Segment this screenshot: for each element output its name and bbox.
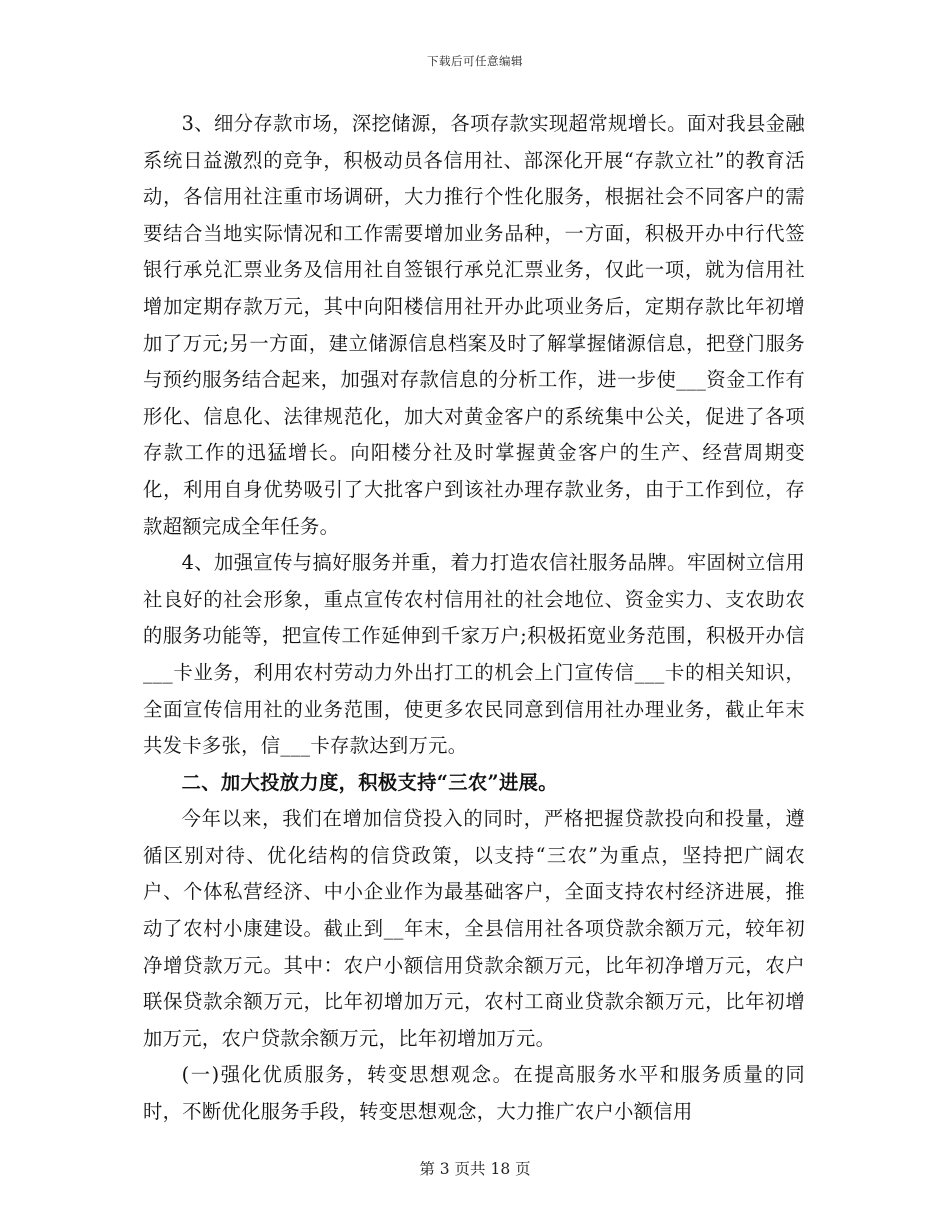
paragraph-credit-investment: 今年以来，我们在增加信贷投入的同时，严格把握贷款投向和投量，遵循区别对待、优化结构的信贷政策，以支持“三农”为重点，坚持把广阔农户、个体私营经济、中小企业作为最基础客户，全面支持农村经济进展，推动了农村小康建设。截止到__年末，全县信用社各项贷款余额万元，较年初净增贷款万元。其中：农户小额信用贷款余额万元，比年初净增万元，农户联保贷款余额万元，比年初增加万元，农村工商业贷款余额万元，比年初增加万元，农户贷款余额万元，比年初增加万元。 [143, 807, 805, 1050]
page-number-footer: 第 3 页共 18 页 [419, 1160, 531, 1178]
paragraph-publicity-service: 4、加强宣传与搞好服务并重，着力打造农信社服务品牌。牢固树立信用社良好的社会形象，重点宣传农村信用社的社会地位、资金实力、支农助农的服务功能等，把宣传工作延伸到千家万户;积极拓宽业务范围，积极开办信___卡业务，利用农村劳动力外出打工的机会上门宣传信___卡的相关知识，全面宣传信用社的业务范围，使更多农民同意到信用社办理业务，截止年末共发卡多张，信___卡存款达到万元。 [143, 551, 805, 758]
paragraph-deposit-market: 3、细分存款市场，深挖储源，各项存款实现超常规增长。面对我县金融系统日益激烈的竞争，积极动员各信用社、部深化开展“存款立社”的教育活动，各信用社注重市场调研，大力推行个性化服务，根据社会不同客户的需要结合当地实际情况和工作需要增加业务品种，一方面，积极开办中行代签银行承兑汇票业务及信用社自签银行承兑汇票业务，仅此一项，就为信用社增加定期存款万元，其中向阳楼信用社开办此项业务后，定期存款比年初增加了万元;另一方面，建立储源信息档案及时了解掌握储源信息，把登门服务与预约服务结合起来，加强对存款信息的分析工作，进一步使___资金工作有形化、信息化、法律规范化，加大对黄金客户的系统集中公关，促进了各项存款工作的迅猛增长。向阳楼分社及时掌握黄金客户的生产、经营周期变化，利用自身优势吸引了大批客户到该社办理存款业务，由于工作到位，存款超额完成全年任务。 [143, 112, 805, 538]
section-heading-lending: 二、加大投放力度，积极支持“三农”进展。 [181, 770, 558, 794]
document-body [143, 106, 805, 1131]
paragraph-quality-service: (一)强化优质服务，转变思想观念。在提高服务水平和服务质量的同时，不断优化服务手段，转变思想观念，大力推广农户小额信用 [143, 1063, 805, 1124]
page-header-note: 下载后可任意编辑 [427, 54, 523, 68]
